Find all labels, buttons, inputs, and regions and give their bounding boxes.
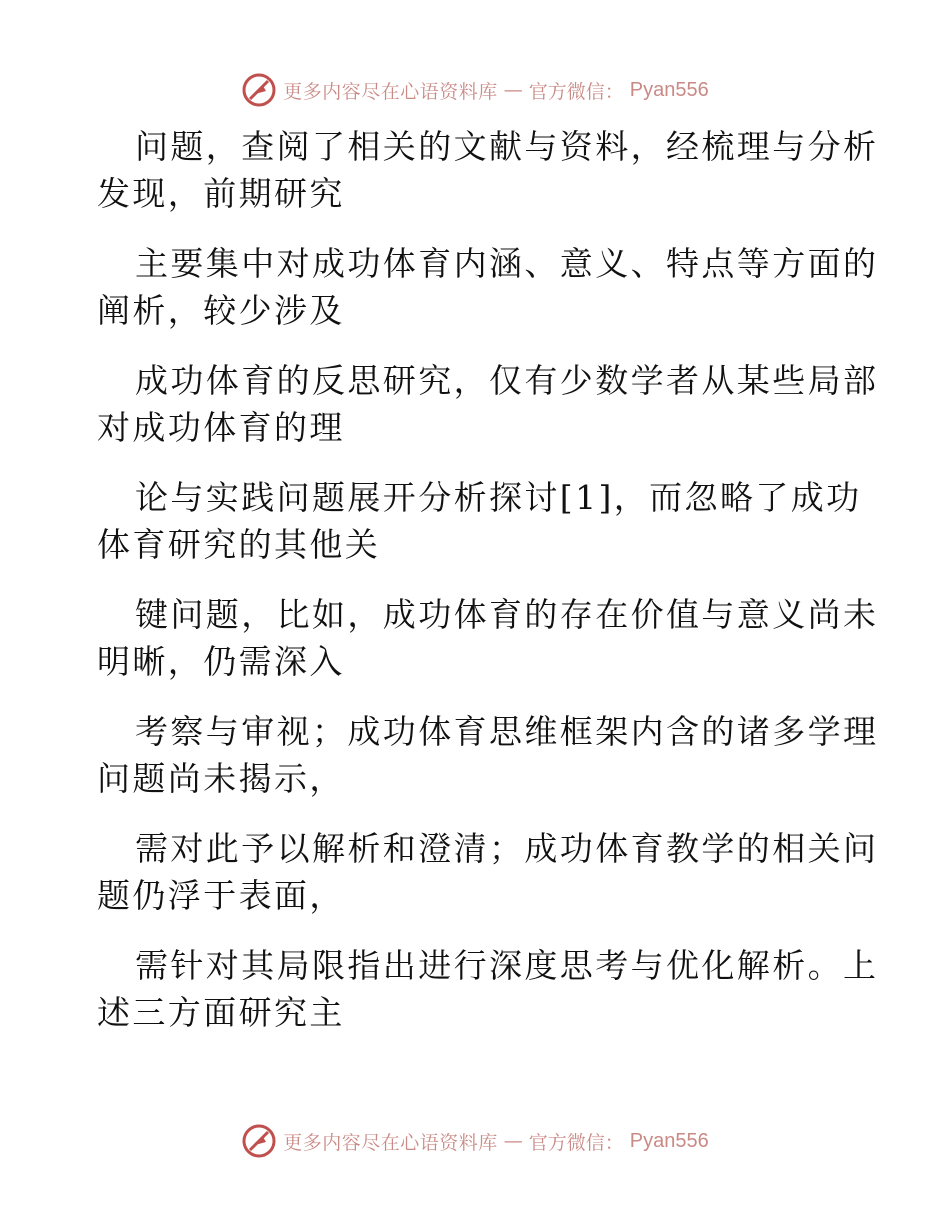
paragraph-line: 体育研究的其他关 — [97, 525, 381, 564]
paragraph-3 — [97, 357, 879, 451]
paragraph-line: 对成功体育的理 — [97, 408, 345, 447]
footer-banner-text: 更多内容尽在心语资料库 — [283, 1131, 498, 1154]
footer-banner-wechat-label: 官方微信： — [528, 1131, 624, 1154]
footer-watermark-banner — [0, 1121, 950, 1161]
paragraph-8 — [97, 942, 879, 1036]
footer-banner-separator: — — [503, 1130, 523, 1152]
paragraph-1 — [97, 123, 879, 217]
quill-logo-icon — [241, 1123, 277, 1159]
paragraph-line: 问题，查阅了相关的文献与资料，经梳理与分析 — [135, 127, 879, 166]
paragraph-line: 成功体育的反思研究，仅有少数学者从某些局部 — [135, 361, 879, 400]
header-banner-separator: — — [503, 79, 523, 101]
paragraph-5 — [97, 591, 879, 685]
paragraph-line: 主要集中对成功体育内涵、意义、特点等方面的 — [135, 244, 879, 283]
header-banner-wechat-label: 官方微信： — [528, 80, 624, 103]
paragraph-line: 论与实践问题展开分析探讨[1]，而忽略了成功 — [135, 478, 862, 517]
document-body — [97, 123, 879, 1059]
paragraph-2 — [97, 240, 879, 334]
paragraph-7 — [97, 825, 879, 919]
paragraph-6 — [97, 708, 879, 802]
paragraph-line: 题仍浮于表面， — [97, 876, 345, 915]
paragraph-line: 键问题，比如，成功体育的存在价值与意义尚未 — [135, 595, 879, 634]
paragraph-line: 需对此予以解析和澄清；成功体育教学的相关问 — [135, 829, 879, 868]
paragraph-line: 考察与审视；成功体育思维框架内含的诸多学理 — [135, 712, 879, 751]
paragraph-line: 发现，前期研究 — [97, 174, 345, 213]
paragraph-line: 问题尚未揭示， — [97, 759, 345, 798]
header-watermark-banner — [0, 70, 950, 110]
paragraph-line: 述三方面研究主 — [97, 993, 345, 1032]
header-banner-wechat-id: Pyan556 — [629, 78, 709, 101]
header-banner-text: 更多内容尽在心语资料库 — [283, 80, 498, 103]
footer-banner-wechat-id: Pyan556 — [629, 1129, 709, 1152]
paragraph-line: 阐析，较少涉及 — [97, 291, 345, 330]
paragraph-line: 需针对其局限指出进行深度思考与优化解析。上 — [135, 946, 879, 985]
quill-logo-icon — [241, 72, 277, 108]
paragraph-4 — [97, 474, 867, 568]
paragraph-line: 明晰，仍需深入 — [97, 642, 345, 681]
